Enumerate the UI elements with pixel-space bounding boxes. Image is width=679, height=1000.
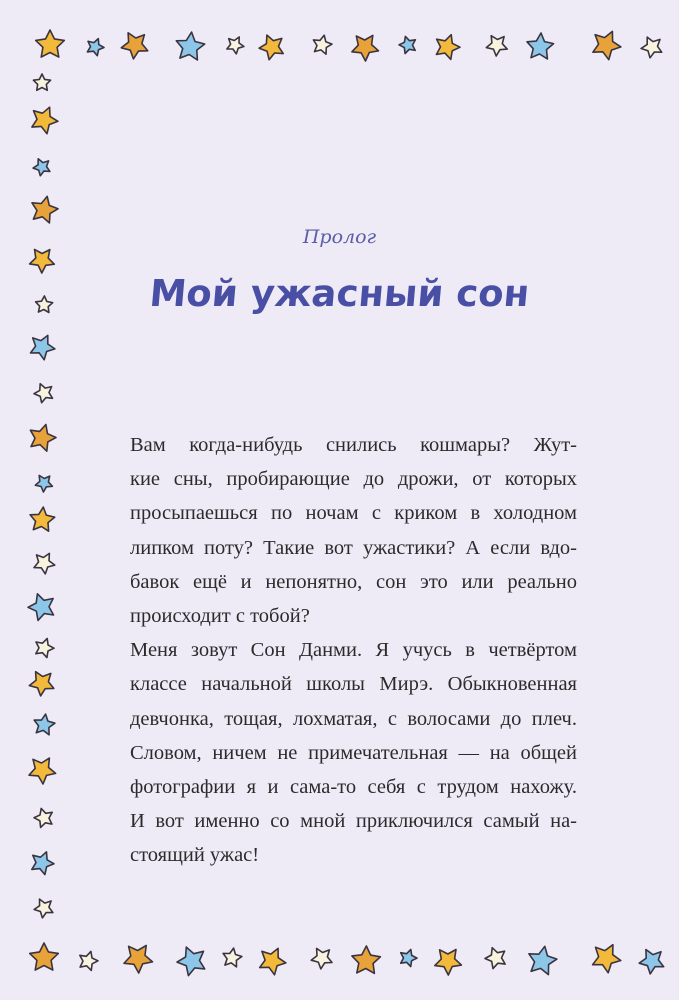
paragraph-1 [105, 428, 577, 633]
text-line: Словом, ничем не примечательная — на общей [130, 741, 577, 764]
chapter-body [105, 428, 577, 873]
paragraph-2 [105, 633, 577, 872]
text-line: кие сны, пробирающие до дрожи, от которых [130, 468, 577, 491]
text-line: стоящий ужас! [130, 844, 260, 867]
chapter-title: Мой ужасный сон [147, 272, 532, 315]
text-line: происходит с тобой? [130, 605, 310, 628]
chapter-label: Пролог [302, 226, 377, 248]
text-line: бавок ещё и непонятно, сон это или реально [130, 570, 577, 593]
text-line: просыпаешься по ночам с криком в холодном [130, 502, 577, 525]
text-line: девчонка, тощая, лохматая, с волосами до плеч. [130, 707, 577, 730]
text-line: классе начальной школы Мирэ. Обыкновенная [130, 673, 577, 696]
text-line: липком поту? Такие вот ужастики? А если вдо- [130, 536, 577, 559]
text-line: Вам когда-нибудь снились кошмары? Жут- [130, 434, 577, 456]
text-line: Меня зовут Сон Данми. Я учусь в четвёртом [130, 639, 577, 662]
text-line: фотографии я и сама-то себя с трудом нахожу. [130, 776, 577, 799]
text-line: И вот именно со мной приключился самый на- [130, 810, 577, 833]
